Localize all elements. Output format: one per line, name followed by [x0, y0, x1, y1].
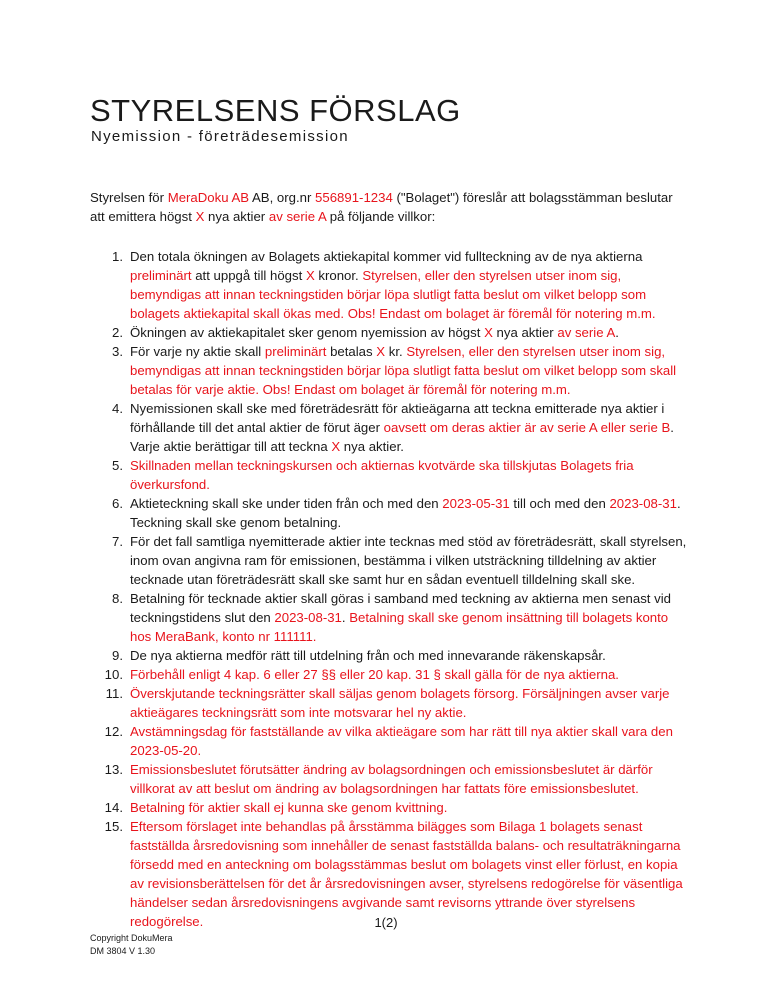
placeholder-text: 556891-1234 [315, 190, 393, 205]
list-item-number: 6. [112, 496, 123, 511]
placeholder-text: Styrelsen, eller den styrelsen utser inom sig, bemyndigas att innan teckningstiden börjar löpa slutligt fatta beslut om vilket belopp som bolagets aktiekapital skall ökas med. Obs! Endast om bolaget är föremål för notering m.m. [130, 268, 656, 321]
body-text: För varje ny aktie skall [130, 344, 265, 359]
list-item-number: 15. [104, 819, 123, 834]
list-item [90, 665, 690, 684]
body-text: nya aktier. [340, 439, 404, 454]
placeholder-text: Avstämningsdag för fastställande av vilka aktieägare som har rätt till nya aktier skall vara den 2023-05-20. [130, 724, 673, 758]
footer [90, 932, 173, 958]
list-item [90, 684, 690, 722]
placeholder-text: av serie A [557, 325, 616, 340]
list-item [90, 399, 690, 456]
body-text: . [615, 325, 619, 340]
body-text: . Teckning skall ske genom betalning. [130, 496, 681, 530]
body-text: Aktieteckning skall ske under tiden från och med den [130, 496, 443, 511]
list-item-number: 14. [104, 800, 123, 815]
page-number: 1(2) [374, 915, 398, 930]
list-item-number: 2. [112, 325, 123, 340]
list-item [90, 532, 690, 589]
body-text: . [341, 610, 350, 625]
list-item [90, 646, 690, 665]
placeholder-text: oavsett om deras aktier är av serie A eller serie B [383, 420, 671, 435]
placeholder-text: Emissionsbeslutet förutsätter ändring av bolagsordningen och emissionsbeslutet är därför villkorat av att beslut om ändring av bolagsordningen har fattats före emissionsbeslutet. [130, 762, 653, 796]
list-item [90, 798, 690, 817]
placeholder-text: 2023-08-31 [274, 610, 342, 625]
placeholder-text: Förbehåll enligt 4 kap. 6 eller 27 §§ eller 20 kap. 31 § skall gälla för de nya aktierna. [130, 667, 619, 682]
list-item-number: 4. [112, 401, 123, 416]
placeholder-text: Eftersom förslaget inte behandlas på årsstämma bilägges som Bilaga 1 bolagets senast fastställda årsredovisning som innehåller de senast fastställda balans- och resultaträkningarna försedd med en anteckning om bolagsstämmas beslut om bolagets vinst eller förlust, en kopia av revisionsberättelsen för det år årsredovisningen avser, styrelsens redogörelse för väsentliga händelser sedan årsredovisningens avgivande samt revisorns yttrande över styrelsens redogörelse. [130, 819, 683, 929]
body-text: . Varje aktie berättigar till att teckna [130, 420, 674, 454]
document-subtitle: Nyemission - företrädesemission [91, 128, 349, 145]
list-item-number: 11. [105, 686, 123, 701]
placeholder-text: X [331, 439, 341, 454]
list-item [90, 342, 690, 399]
placeholder-text: X [305, 268, 315, 283]
placeholder-text: Styrelsen, eller den styrelsen utser inom sig, bemyndigas att innan teckningstiden börjar löpa slutligt fatta beslut om vilket belopp som skall betalas för varje aktie. Obs! Endast om bolaget är föremål för notering m.m. [130, 344, 677, 397]
list-item-number: 13. [104, 762, 123, 777]
placeholder-text: av serie A [268, 209, 327, 224]
list-item-number: 3. [112, 344, 123, 359]
placeholder-text: Överskjutande teckningsrätter skall säljas genom bolagets försorg. Försäljningen avser varje aktieägares teckningsrätt som inte motsvarar hel ny aktie. [130, 686, 670, 720]
list-item [90, 247, 690, 323]
body-text: För det fall samtliga nyemitterade aktier inte tecknas med stöd av företrädesrätt, skall styrelsen, inom ovan angivna ram för emissionen, bestämma i vilken utsträckning tilldelning av aktier tecknade utan företrädesrätt skall ske samt hur en sådan eventuell tilldelning skall ske. [130, 534, 687, 587]
list-item [90, 323, 690, 342]
body-text: på följande villkor: [326, 209, 436, 224]
placeholder-text: preliminärt [264, 344, 327, 359]
placeholder-text: X [376, 344, 386, 359]
body-text: kronor. [314, 268, 363, 283]
list-item-number: 7. [112, 534, 123, 549]
placeholder-text: X [484, 325, 493, 340]
list-item [90, 817, 690, 931]
placeholder-text: 2023-08-31 [609, 496, 677, 511]
list-item-number: 9. [112, 648, 123, 663]
list-item [90, 589, 690, 646]
body-text: ("Bolaget") föreslår att bolagsstämman beslutar att emittera högst [90, 190, 673, 224]
list-item [90, 722, 690, 760]
document-title: STYRELSENS FÖRSLAG [90, 93, 461, 128]
list-item-number: 10. [104, 667, 123, 682]
list-item [90, 760, 690, 798]
footer-copyright: Copyright DokuMera [90, 933, 173, 943]
list-item-number: 12. [104, 724, 123, 739]
body-text: Nyemissionen skall ske med företrädesrätt för aktieägarna att teckna emitterade nya aktier i förhållande till det antal aktier de förut äger [130, 401, 665, 435]
body-text: AB, org.nr [249, 190, 316, 205]
list-item [90, 456, 690, 494]
body-text: betalas [326, 344, 377, 359]
body-text: Betalning för tecknade aktier skall göras i samband med teckning av aktierna men senast vid teckningstidens slut den [130, 591, 671, 625]
placeholder-text: Betalning skall ske genom insättning till bolagets konto hos MeraBank, konto nr 111111. [130, 610, 669, 644]
list-item-number: 8. [112, 591, 123, 606]
list-item [90, 494, 690, 532]
placeholder-text: X [195, 209, 205, 224]
placeholder-text: 2023-05-31 [442, 496, 510, 511]
placeholder-text: preliminärt [130, 268, 192, 283]
body-text: Styrelsen för [90, 190, 168, 205]
body-text: nya aktier [492, 325, 558, 340]
body-text: till och med den [509, 496, 610, 511]
list-item-number: 5. [112, 458, 123, 473]
body-text: Den totala ökningen av Bolagets aktiekapital kommer vid fullteckning av de nya aktierna [130, 249, 643, 264]
body-text: nya aktier [204, 209, 269, 224]
body-text: Ökningen av aktiekapitalet sker genom nyemission av högst [130, 325, 485, 340]
list-item-number: 1. [112, 249, 123, 264]
placeholder-text: Skillnaden mellan teckningskursen och aktiernas kvotvärde ska tillskjutas Bolagets fria överkursfond. [130, 458, 634, 492]
placeholder-text: Betalning för aktier skall ej kunna ske genom kvittning. [130, 800, 448, 815]
body-text: kr. [385, 344, 407, 359]
conditions-list [90, 247, 690, 931]
footer-doc-id: DM 3804 V 1.30 [90, 946, 156, 956]
intro-paragraph [90, 188, 690, 226]
body-text: att uppgå till högst [191, 268, 306, 283]
body-text: De nya aktierna medför rätt till utdelning från och med innevarande räkenskapsår. [130, 648, 606, 663]
placeholder-text: MeraDoku AB [167, 190, 250, 205]
